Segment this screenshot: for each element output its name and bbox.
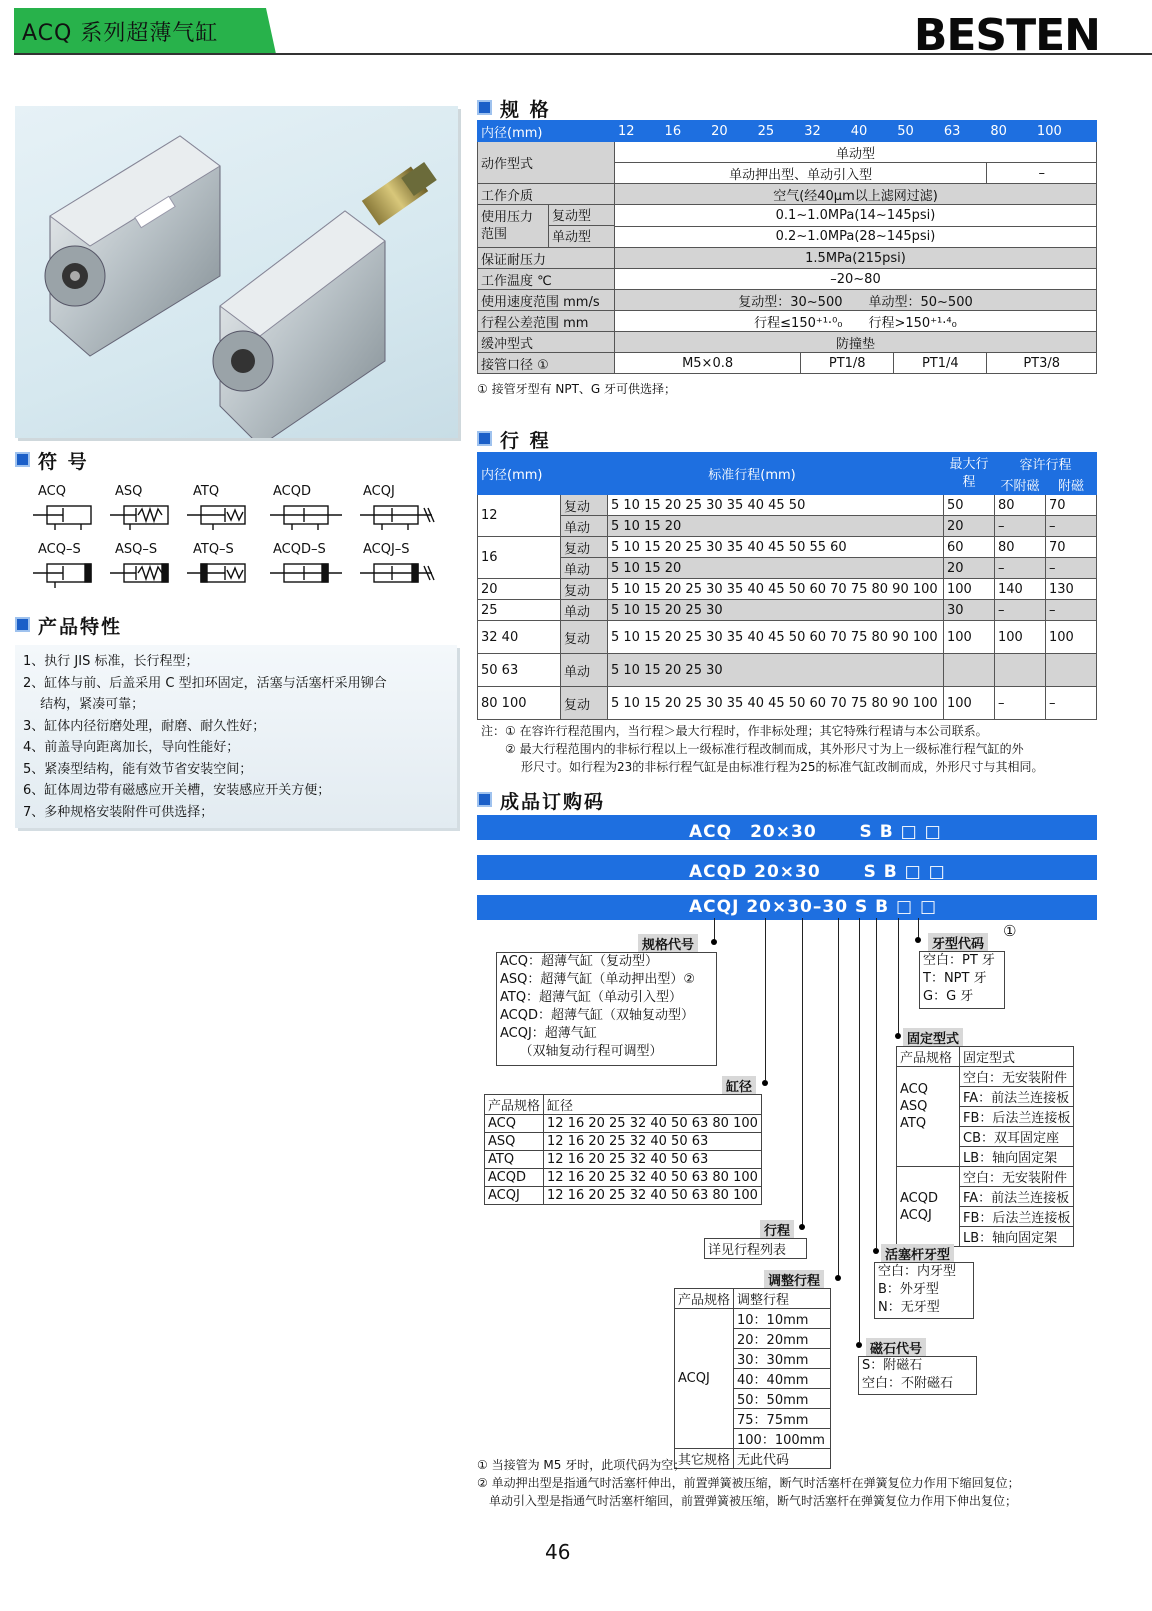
section-features: 产品特性 [15, 612, 122, 639]
cylinder-illustration [15, 106, 458, 438]
symbol-label: ATQ [193, 484, 220, 499]
section-spec: 规 格 [477, 95, 551, 122]
stroke-cell: 5 10 15 20 [608, 516, 944, 537]
symbol-label: ATQ–S [193, 542, 234, 557]
stroke-cell: 5 10 15 20 25 30 35 40 45 50 60 70 75 80 90 100 [608, 687, 944, 720]
stroke-row [478, 600, 1097, 621]
stroke-cell: 单动 [561, 654, 608, 687]
model-code-box: ACQ：超薄气缸（复动型） ASQ：超薄气缸（单动押出型）② ATQ：超薄气缸（单动引入型） ACQD：超薄气缸（双轴复动型） ACQJ：超薄气缸 （双轴复动行程可调型） [496, 952, 717, 1066]
order-code-bar: ACQJ 20×30–30 S B □ □ [477, 895, 1097, 920]
rod-thread-label: 活塞杆牙型 [881, 1244, 954, 1263]
features-panel [15, 645, 457, 828]
stroke-cell: 80 [995, 537, 1046, 558]
stroke-row [478, 495, 1097, 516]
stroke-cell: 25 [478, 600, 561, 621]
stroke-row [478, 621, 1097, 654]
stroke-cell: 80 100 [478, 687, 561, 720]
order-code-bar: ACQ 20×30 S B □ □ [477, 815, 1097, 840]
stroke-cell: 60 [944, 537, 995, 558]
stroke-cell [995, 654, 1046, 687]
spec-label: 使用速度范围 mm/s [478, 290, 615, 311]
stroke-cell: 70 [1046, 495, 1097, 516]
stroke-cell: 5 10 15 20 25 30 35 40 45 50 60 70 75 80 90 100 [608, 579, 944, 600]
stroke-cell: 复动 [561, 621, 608, 654]
stroke-cell: 复动 [561, 537, 608, 558]
order-note: 单动引入型是指通气时活塞杆缩回，前置弹簧被压缩，断气时活塞杆在弹簧复位力作用下伸出复位； [477, 1494, 1018, 1508]
page-title: ACQ 系列超薄气缸 [22, 21, 219, 46]
stroke-cell: 复动 [561, 495, 608, 516]
stroke-code-box: 详见行程列表 [704, 1238, 807, 1259]
stroke-cell: 100 [944, 579, 995, 600]
symbol-label: ASQ [115, 484, 143, 499]
feature-item: 1、执行 JIS 标准，长行程型； [23, 654, 199, 669]
stroke-row [478, 516, 1097, 537]
pneumatic-symbols-icon [15, 480, 457, 590]
spec-label: 工作介质 [478, 184, 615, 205]
thread-note-mark: ① [1003, 922, 1017, 940]
stroke-cell: 复动 [561, 579, 608, 600]
page-number: 46 [545, 1540, 571, 1564]
stroke-cell: 140 [995, 579, 1046, 600]
stroke-cell: 5 10 15 20 25 30 35 40 45 50 60 70 75 80 90 100 [608, 621, 944, 654]
stroke-cell: – [1046, 558, 1097, 579]
stroke-cell: 50 63 [478, 654, 561, 687]
stroke-cell: – [1046, 687, 1097, 720]
stroke-cell: 20 [944, 516, 995, 537]
feature-item: 6、缸体周边带有磁感应开关槽，安装感应开关方便； [23, 783, 331, 798]
stroke-row [478, 579, 1097, 600]
section-order: 成品订购码 [477, 787, 605, 814]
stroke-row [478, 654, 1097, 687]
bore-label: 缸径 [722, 1076, 756, 1095]
section-stroke: 行 程 [477, 426, 551, 453]
magnet-box: S：附磁石 空白：不附磁石 [858, 1356, 977, 1395]
stroke-cell: 100 [944, 687, 995, 720]
order-note: ① 当接管为 M5 牙时，此项代码为空； [477, 1458, 686, 1472]
feature-item: 2、缸体与前、后盖采用 C 型扣环固定，活塞与活塞杆采用铆合 [23, 675, 387, 691]
stroke-row [478, 537, 1097, 558]
stroke-cell: – [995, 600, 1046, 621]
thread-code-box: 空白：PT 牙 T：NPT 牙 G：G 牙 [919, 951, 1005, 1009]
stroke-cell: 5 10 15 20 25 30 [608, 600, 944, 621]
stroke-cell: – [995, 516, 1046, 537]
stroke-cell: 单动 [561, 600, 608, 621]
adjust-stroke-table: 产品规格 调整行程 ACQJ 10：10mm 20：20mm 30：30mm 40：40mm 50：50mm 75：75mm 100：100mm 其它规格 无此代码 [674, 1288, 831, 1469]
order-note: ② 单动押出型是指通气时活塞杆伸出，前置弹簧被压缩，断气时活塞杆在弹簧复位力作用下缩回复位； [477, 1476, 1020, 1490]
stroke-cell: 单动 [561, 558, 608, 579]
magnet-label: 磁石代号 [866, 1338, 926, 1357]
stroke-cell: 16 [478, 537, 561, 579]
stroke-cell: 100 [1046, 621, 1097, 654]
symbol-label: ACQJ [363, 484, 395, 499]
stroke-cell: 32 40 [478, 621, 561, 654]
feature-item: 7、多种规格安装附件可供选择； [23, 804, 214, 820]
stroke-table: 内径(mm) 标准行程(mm) 最大行程 容许行程 不附磁 附磁 12 复动 5 10 15 20 25 30 35 40 45 50 50 80 70 单动 5 10 15 20 20 – – 16 复动 5 10 15 20 25 30 35 40 45 50 55 60 60 80 70 单动 5 10 15 20 20 – – 20 复动 5 10 15 20 25 30 35 40 45 50 60 70 75 80 90 100 100 140 130 25 单动 5 10 15 20 25 30 30 – – 32 40 复动 5 10 15 20 25 30 35 40 45 50 60 70 75 80 90 100 100 100 100 50 63 单动 5 10 15 20 25 30 80 100 复动 5 10 15 20 25 30 35 40 45 50 60 70 75 80 90 100 100 – – [477, 452, 1097, 720]
brand-logo: BESTEN [913, 10, 1100, 61]
feature-item: 3、缸体内径衍磨处理，耐磨、耐久性好； [23, 718, 266, 734]
stroke-cell: 50 [944, 495, 995, 516]
symbol-label: ACQJ–S [363, 542, 410, 557]
feature-item: 结构，紧凑可靠； [23, 697, 145, 712]
mount-table: 产品规格 固定型式 ACQ ASQ ATQ 空白：无安装附件 FA：前法兰连接板 FB：后法兰连接板 CB：双耳固定座 LB：轴向固定架 ACQD ACQJ 空白：无安装附件 FA：前法兰连接板 FB：后法兰连接板 LB：轴向固定架 [896, 1046, 1074, 1247]
order-code-bar: ACQD 20×30 S B □ □ [477, 855, 1097, 880]
spec-table: 内径(mm) 12 16 20 25 32 40 50 63 80 100 动作型式 单动型 单动押出型、单动引入型 – 工作介质 空气(经40μm以上滤网过滤) 使用压力范围 复动型 单动型 0.1~1.0MPa(14~145psi) 0.2~1.0MPa(28~145psi) 保证耐压力 1.5MPa(215psi) 工作温度 ℃ –20~80 使用速度范围 mm/s 复动型：30~500 单动型：50~500 行程公差范围 mm 行程≤150⁺¹·⁰₀ 行程>150⁺¹·⁴₀ 缓冲型式 防撞垫 接管口径 ① M5×0.8 PT1/8 PT1/4 PT3/8 [477, 120, 1097, 374]
spec-label: 缓冲型式 [478, 332, 615, 353]
bore-table: 产品规格 缸径 ACQ 12 16 20 25 32 40 50 63 80 100 ASQ 12 16 20 25 32 40 50 63 ATQ 12 16 20 25 32 40 50 63 ACQD 12 16 20 25 32 40 50 63 80 100 ACQJ 12 16 20 25 32 40 50 63 80 100 [484, 1094, 762, 1205]
mount-label: 固定型式 [903, 1028, 963, 1047]
symbol-label: ACQ [38, 484, 66, 499]
spec-label: 使用压力范围 复动型 单动型 [478, 205, 615, 248]
symbol-label: ACQD–S [273, 542, 326, 557]
spec-label: 保证耐压力 [478, 248, 615, 269]
spec-header-row: 内径(mm) 12 16 20 25 32 40 50 63 80 100 [478, 121, 1097, 142]
spec-note: ① 接管牙型有 NPT、G 牙可供选择； [477, 382, 677, 396]
stroke-cell: 12 [478, 495, 561, 537]
stroke-row [478, 558, 1097, 579]
stroke-cell: 20 [478, 579, 561, 600]
stroke-cell: 单动 [561, 516, 608, 537]
model-code-label: 规格代号 [638, 934, 698, 953]
stroke-cell: 5 10 15 20 25 30 35 40 45 50 [608, 495, 944, 516]
stroke-code-label: 行程 [760, 1220, 794, 1239]
stroke-cell: – [1046, 600, 1097, 621]
stroke-cell: 5 10 15 20 25 30 [608, 654, 944, 687]
stroke-cell [1046, 654, 1097, 687]
stroke-cell: – [995, 687, 1046, 720]
thread-code-label: 牙型代码 [928, 933, 988, 952]
section-symbol: 符 号 [15, 447, 89, 474]
stroke-cell: 5 10 15 20 [608, 558, 944, 579]
stroke-cell: 复动 [561, 687, 608, 720]
spec-label: 行程公差范围 mm [478, 311, 615, 332]
stroke-cell: 130 [1046, 579, 1097, 600]
spec-label: 接管口径 ① [478, 353, 615, 374]
stroke-cell: 100 [944, 621, 995, 654]
symbol-panel [15, 480, 457, 590]
spec-label: 工作温度 ℃ [478, 269, 615, 290]
stroke-cell: 5 10 15 20 25 30 35 40 45 50 55 60 [608, 537, 944, 558]
feature-item: 5、紧凑型结构，能有效节省安装空间； [23, 761, 253, 777]
product-photo [15, 106, 458, 438]
stroke-row [478, 687, 1097, 720]
stroke-note: 形尺寸。如行程为23的非标行程气缸是由标准行程为25的标准气缸改制而成，外形尺寸与其相同。 [521, 760, 1044, 774]
adjust-stroke-label: 调整行程 [764, 1270, 824, 1289]
stroke-cell: 30 [944, 600, 995, 621]
stroke-note: 注：① 在容许行程范围内，当行程＞最大行程时，作非标处理；其它特殊行程请与本公司联系。 [481, 724, 988, 738]
stroke-cell: 70 [1046, 537, 1097, 558]
symbol-label: ACQ–S [38, 542, 81, 557]
feature-item: 4、前盖导向距离加长，导向性能好； [23, 740, 240, 755]
stroke-cell [944, 654, 995, 687]
stroke-cell: 80 [995, 495, 1046, 516]
symbol-label: ACQD [273, 484, 311, 499]
stroke-cell: 100 [995, 621, 1046, 654]
stroke-cell: – [995, 558, 1046, 579]
spec-label: 动作型式 [478, 142, 615, 184]
stroke-cell: – [1046, 516, 1097, 537]
stroke-note: ② 最大行程范围内的非标行程以上一级标准行程改制而成，其外形尺寸为上一级标准行程气缸的外 [505, 742, 1024, 756]
stroke-cell: 20 [944, 558, 995, 579]
rod-thread-box: 空白：内牙型 B：外牙型 N：无牙型 [874, 1262, 974, 1319]
symbol-label: ASQ–S [115, 542, 158, 557]
